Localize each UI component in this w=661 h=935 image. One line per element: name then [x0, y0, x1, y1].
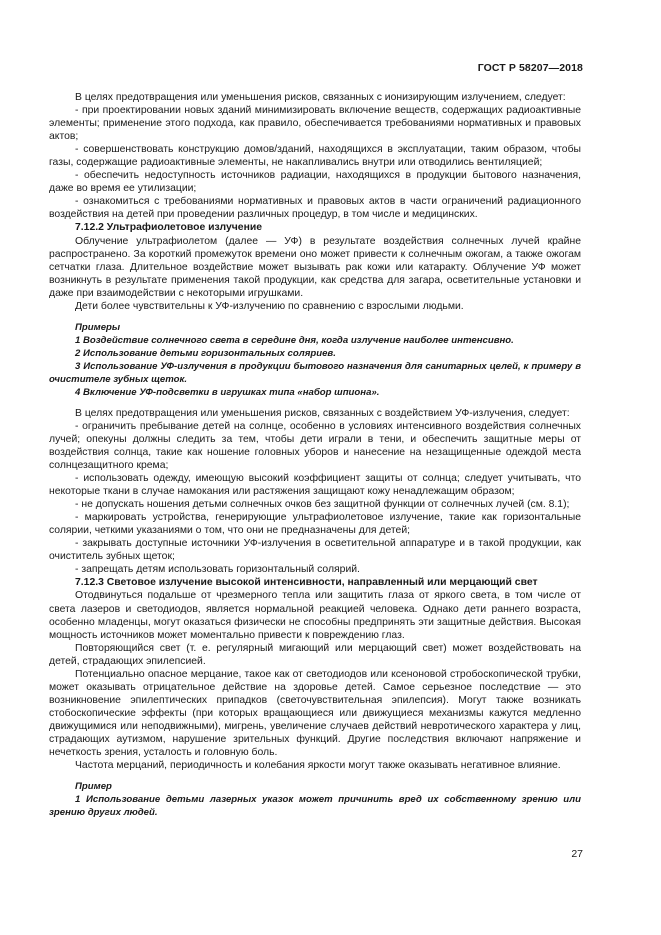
example-item: 1 Использование детьми лазерных указок может причинить вред их собственному зрению или зрению других людей. — [49, 794, 581, 819]
document-header: ГОСТ Р 58207—2018 — [477, 62, 583, 74]
list-item: - закрывать доступные источники УФ-излучения в осветительной аппаратуре и в такой продукции, как очиститель зубных щеток; — [49, 538, 581, 563]
list-item: - использовать одежду, имеющую высокий коэффициент защиты от солнца; следует учитывать, что некоторые ткани в случае намокания или растяжения защищают кожу ненадлежащим образом; — [49, 473, 581, 498]
examples-label: Примеры — [75, 321, 121, 333]
paragraph: Облучение ультрафиолетом (далее — УФ) в результате воздействия солнечных лучей крайне распространено. За короткий промежуток времени оно может привести к солнечным ожогам, а также ожогам сетчатки глаза. Длительное воздействие может вызывать рак кожи или катаракту. Облучение УФ может возникнуть в результате применения такой продукции, как средства для загара, осветительные установки и даже при взаимодействии с некоторыми игрушками. — [49, 235, 581, 299]
example-item: 4 Включение УФ-подсветки в игрушках типа «набор шпиона». — [75, 386, 380, 398]
list-item: - запрещать детям использовать горизонтальный солярий. — [75, 564, 360, 576]
list-item: - маркировать устройства, генерирующие ультрафиолетовое излучение, такие как горизонтальные солярии, четкими указаниями о том, что они не предназначены для детей; — [49, 512, 581, 537]
paragraph: Частота мерцаний, периодичность и колебания яркости могут также оказывать негативное влияние. — [75, 760, 561, 772]
list-item: - совершенствовать конструкцию домов/зданий, находящихся в эксплуатации, таким образом, чтобы газы, содержащие радиоактивные элементы, не накапливались внутри или отводились вентиляцией; — [49, 144, 581, 169]
section-heading: 7.12.3 Световое излучение высокой интенсивности, направленный или мерцающий свет — [75, 577, 538, 589]
example-item: 1 Воздействие солнечного света в середине дня, когда излучение наиболее интенсивно. — [75, 334, 514, 346]
paragraph: Повторяющийся свет (т. е. регулярный мигающий или мерцающий свет) может воздействовать на детей, страдающих эпилепсией. — [49, 642, 581, 667]
list-item: - ограничить пребывание детей на солнце, особенно в условиях интенсивного воздействия солнечных лучей; опекуны должны следить за тем, чтобы дети играли в тени, и обеспечить защитные меры от воздействия солнца, такие как ношение головных уборов и нанесение на незащищенные одеждой места солнцезащитного крема; — [49, 420, 581, 471]
paragraph: Потенциально опасное мерцание, такое как от светодиодов или ксеноновой стробоскопической трубки, может оказывать отрицательное действие на здоровье детей. Самое серьезное последствие — это возникновение эпилептических припадков (светочувствительная эпилепсия). Могут также возникать стобоскопические эффекты (при которых вращающиеся или движущиеся механизмы кажутся медленно движущимися или неподвижными), мигрень, увеличение случаев действий невротического характера у лиц, страдающих аутизмом, нарушение зрительных функций. Другие последствия включают напряжение и нечеткость зрения, усталость и головную боль. — [49, 668, 581, 759]
example-item: 2 Использование детьми горизонтальных соляриев. — [75, 347, 336, 359]
paragraph: В целях предотвращения или уменьшения рисков, связанных с воздействием УФ-излучения, следует: — [75, 407, 570, 419]
list-item: - не допускать ношения детьми солнечных очков без защитной функции от солнечных лучей (см. 8.1); — [75, 499, 570, 511]
list-item: - при проектировании новых зданий минимизировать включение веществ, содержащих радиоактивные элементы; применение этого подхода, как правило, обеспечивается требованиями нормативных и правовых актов; — [49, 105, 581, 143]
document-body — [49, 91, 581, 819]
section-heading: 7.12.2 Ультрафиолетовое излучение — [75, 222, 263, 234]
example-item: 3 Использование УФ-излучения в продукции бытового назначения для санитарных целей, к примеру в очистителе зубных щеток. — [49, 360, 581, 385]
list-item: - ознакомиться с требованиями нормативных и правовых актов в части ограничений радиационного воздействия на детей при проведении различных процедур, в том числе и медицинских. — [49, 196, 581, 221]
page-number: 27 — [571, 848, 583, 860]
paragraph: Отодвинуться подальше от чрезмерного тепла или защитить глаза от яркого света, в том числе от света лазеров и светодиодов, является нормальной реакцией человека. Однако дети раннего возраста, особенно младенцы, могут оказаться физически не способны предпринять эти защитные действия. Высокая мощность источников может моментально привести к повреждению глаз. — [49, 590, 581, 641]
list-item: - обеспечить недоступность источников радиации, находящихся в продукции бытового назначения, даже во время ее утилизации; — [49, 170, 581, 195]
paragraph: В целях предотвращения или уменьшения рисков, связанных с ионизирующим излучением, следует: — [75, 92, 566, 103]
paragraph: Дети более чувствительны к УФ-излучению по сравнению с взрослыми людьми. — [75, 300, 464, 312]
examples-label: Пример — [75, 781, 112, 793]
